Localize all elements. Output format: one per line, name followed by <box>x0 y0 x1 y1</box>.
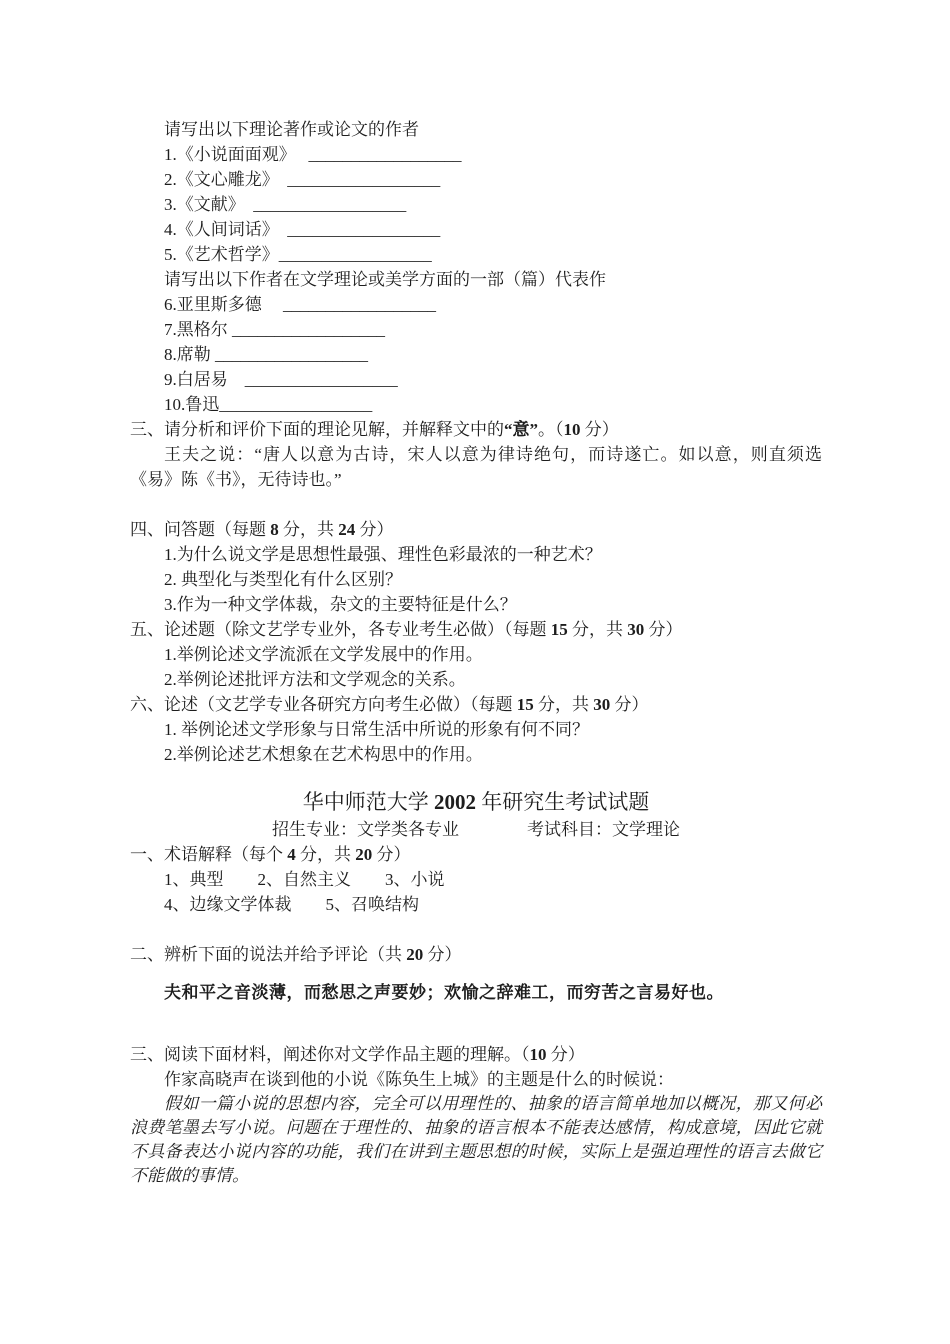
text-run: 招生专业：文学类各专业 考试科目：文学理论 <box>272 820 680 839</box>
text-run: 三、请分析和评价下面的理论见解，并解释文中的 <box>130 420 504 439</box>
section-1-heading <box>130 842 822 867</box>
fill-blank-item-9 <box>130 367 822 392</box>
fill-blank-item-5 <box>130 242 822 267</box>
text-run: 1.《小说面面观》 __________________ <box>164 145 462 164</box>
fill-blank-item-4 <box>130 217 822 242</box>
question-5-item-2 <box>130 667 822 692</box>
bold-text: 20 <box>406 945 424 964</box>
text-run: 1、典型 2、自然主义 3、小说 <box>164 870 445 889</box>
text-run: 3.作为一种文学体裁，杂文的主要特征是什么？ <box>164 595 517 614</box>
question-6-item-2 <box>130 742 822 767</box>
text-run: 夫和平之音淡薄，而愁思之声要妙；欢愉之辞难工，而穷苦之言易好也。 <box>164 982 724 1002</box>
text-run: 假如一篇小说的思想内容，完全可以用理性的、抽象的语言简单地加以概况，那又何必浪费笔墨去写小说。问题在于理性的、抽象的语言根本不能表达感情，构成意境，因此它就不具备表达小说内容的功能，我们在讲到主题思想的时候，实际上是强迫理性的语言去做它不能做的事情。 <box>130 1094 822 1185</box>
text-run: 1. 举例论述文学形象与日常生活中所说的形象有何不同？ <box>164 720 589 739</box>
fill-blank-item-3 <box>130 192 822 217</box>
fill-blank-item-2 <box>130 167 822 192</box>
instruction-line <box>130 117 822 142</box>
text-run: 分，共 <box>533 695 594 714</box>
fill-blank-item-10 <box>130 392 822 417</box>
text-run: 6.亚里斯多德 __________________ <box>164 295 436 314</box>
bold-text: 10 <box>529 1045 547 1064</box>
text-run: 1.举例论述文学流派在文学发展中的作用。 <box>164 645 483 664</box>
bold-text: 2002 <box>434 790 476 814</box>
bold-text: 30 <box>593 695 611 714</box>
text-run: 四、问答题（每题 <box>130 520 271 539</box>
text-run: 7.黑格尔 __________________ <box>164 320 385 339</box>
text-run: 4、边缘文学体裁 5、召唤结构 <box>164 895 419 914</box>
fill-blank-item-6 <box>130 292 822 317</box>
instruction-line <box>130 267 822 292</box>
bold-text: 15 <box>516 695 534 714</box>
text-run: 一、术语解释（每个 <box>130 845 288 864</box>
bold-text: “意” <box>504 420 538 439</box>
section-2-heading <box>130 942 822 967</box>
quote-wangfuzhi <box>130 442 822 492</box>
text-run: 8.席勒 __________________ <box>164 345 368 364</box>
text-run: 分） <box>580 420 619 439</box>
text-run: 3.《文献》 __________________ <box>164 195 407 214</box>
blank-line <box>130 967 822 980</box>
text-run: 10.鲁迅__________________ <box>164 395 373 414</box>
text-run: 分） <box>423 945 462 964</box>
section-3-heading <box>130 1042 822 1067</box>
blank-line <box>130 492 822 517</box>
fill-blank-item-8 <box>130 342 822 367</box>
text-run: 分，共 <box>567 620 628 639</box>
blank-line <box>130 767 822 787</box>
question-4-item-1 <box>130 542 822 567</box>
text-run: 2.举例论述批评方法和文学观念的关系。 <box>164 670 466 689</box>
material-intro <box>130 1067 822 1092</box>
text-run: 王夫之说：“唐人以意为古诗，宋人以意为律诗绝句，而诗遂亡。如以意，则直须选《易》陈《书》，无待诗也。” <box>130 445 822 489</box>
text-run: 2.《文心雕龙》 __________________ <box>164 170 441 189</box>
text-run: 分） <box>546 1045 585 1064</box>
text-run: 分） <box>610 695 649 714</box>
bold-text: 4 <box>287 845 296 864</box>
text-run: 分） <box>372 845 411 864</box>
bold-text: 24 <box>338 520 356 539</box>
text-run: 5.《艺术哲学》__________________ <box>164 245 432 264</box>
fill-blank-item-1 <box>130 142 822 167</box>
text-run: 。（ <box>538 420 564 439</box>
question-4-heading <box>130 517 822 542</box>
text-run: 年研究生考试试题 <box>476 790 650 814</box>
text-run: 分） <box>644 620 683 639</box>
text-run: 请写出以下理论著作或论文的作者 <box>164 120 419 139</box>
bold-text: 8 <box>270 520 279 539</box>
terms-row-2 <box>130 892 822 917</box>
exam-title <box>130 787 822 817</box>
question-6-heading <box>130 692 822 717</box>
question-5-item-1 <box>130 642 822 667</box>
bold-text: 20 <box>355 845 373 864</box>
exam-subtitle <box>130 817 822 842</box>
text-run: 请写出以下作者在文学理论或美学方面的一部（篇）代表作 <box>164 270 606 289</box>
text-run: 2.举例论述艺术想象在艺术构思中的作用。 <box>164 745 483 764</box>
fill-blank-item-7 <box>130 317 822 342</box>
text-run: 2. 典型化与类型化有什么区别？ <box>164 570 402 589</box>
question-3-heading <box>130 417 822 442</box>
text-run: 六、论述（文艺学专业各研究方向考生必做）（每题 <box>130 695 517 714</box>
question-4-item-2 <box>130 567 822 592</box>
blank-line <box>130 1005 822 1043</box>
bold-text: 30 <box>627 620 645 639</box>
text-run: 分，共 <box>295 845 356 864</box>
question-5-heading <box>130 617 822 642</box>
text-run: 9.白居易 __________________ <box>164 370 398 389</box>
text-run: 分，共 <box>278 520 339 539</box>
text-run: 华中师范大学 <box>302 790 434 814</box>
question-4-item-3 <box>130 592 822 617</box>
bold-text: 10 <box>563 420 581 439</box>
text-run: 二、辨析下面的说法并给予评论（共 <box>130 945 407 964</box>
blank-line <box>130 917 822 942</box>
text-run: 作家高晓声在谈到他的小说《陈奂生上城》的主题是什么的时候说： <box>164 1070 674 1089</box>
text-run: 1.为什么说文学是思想性最强、理性色彩最浓的一种艺术？ <box>164 545 602 564</box>
text-run: 分） <box>355 520 394 539</box>
text-run: 三、阅读下面材料，阐述你对文学作品主题的理解。（ <box>130 1045 530 1064</box>
text-run: 五、论述题（除文艺学专业外，各专业考生必做）（每题 <box>130 620 551 639</box>
exam-document <box>130 117 822 1188</box>
bold-text: 15 <box>550 620 568 639</box>
text-run: 4.《人间词话》 __________________ <box>164 220 441 239</box>
question-6-item-1 <box>130 717 822 742</box>
material-quote <box>130 1092 822 1188</box>
bold-quote <box>130 980 822 1005</box>
terms-row-1 <box>130 867 822 892</box>
